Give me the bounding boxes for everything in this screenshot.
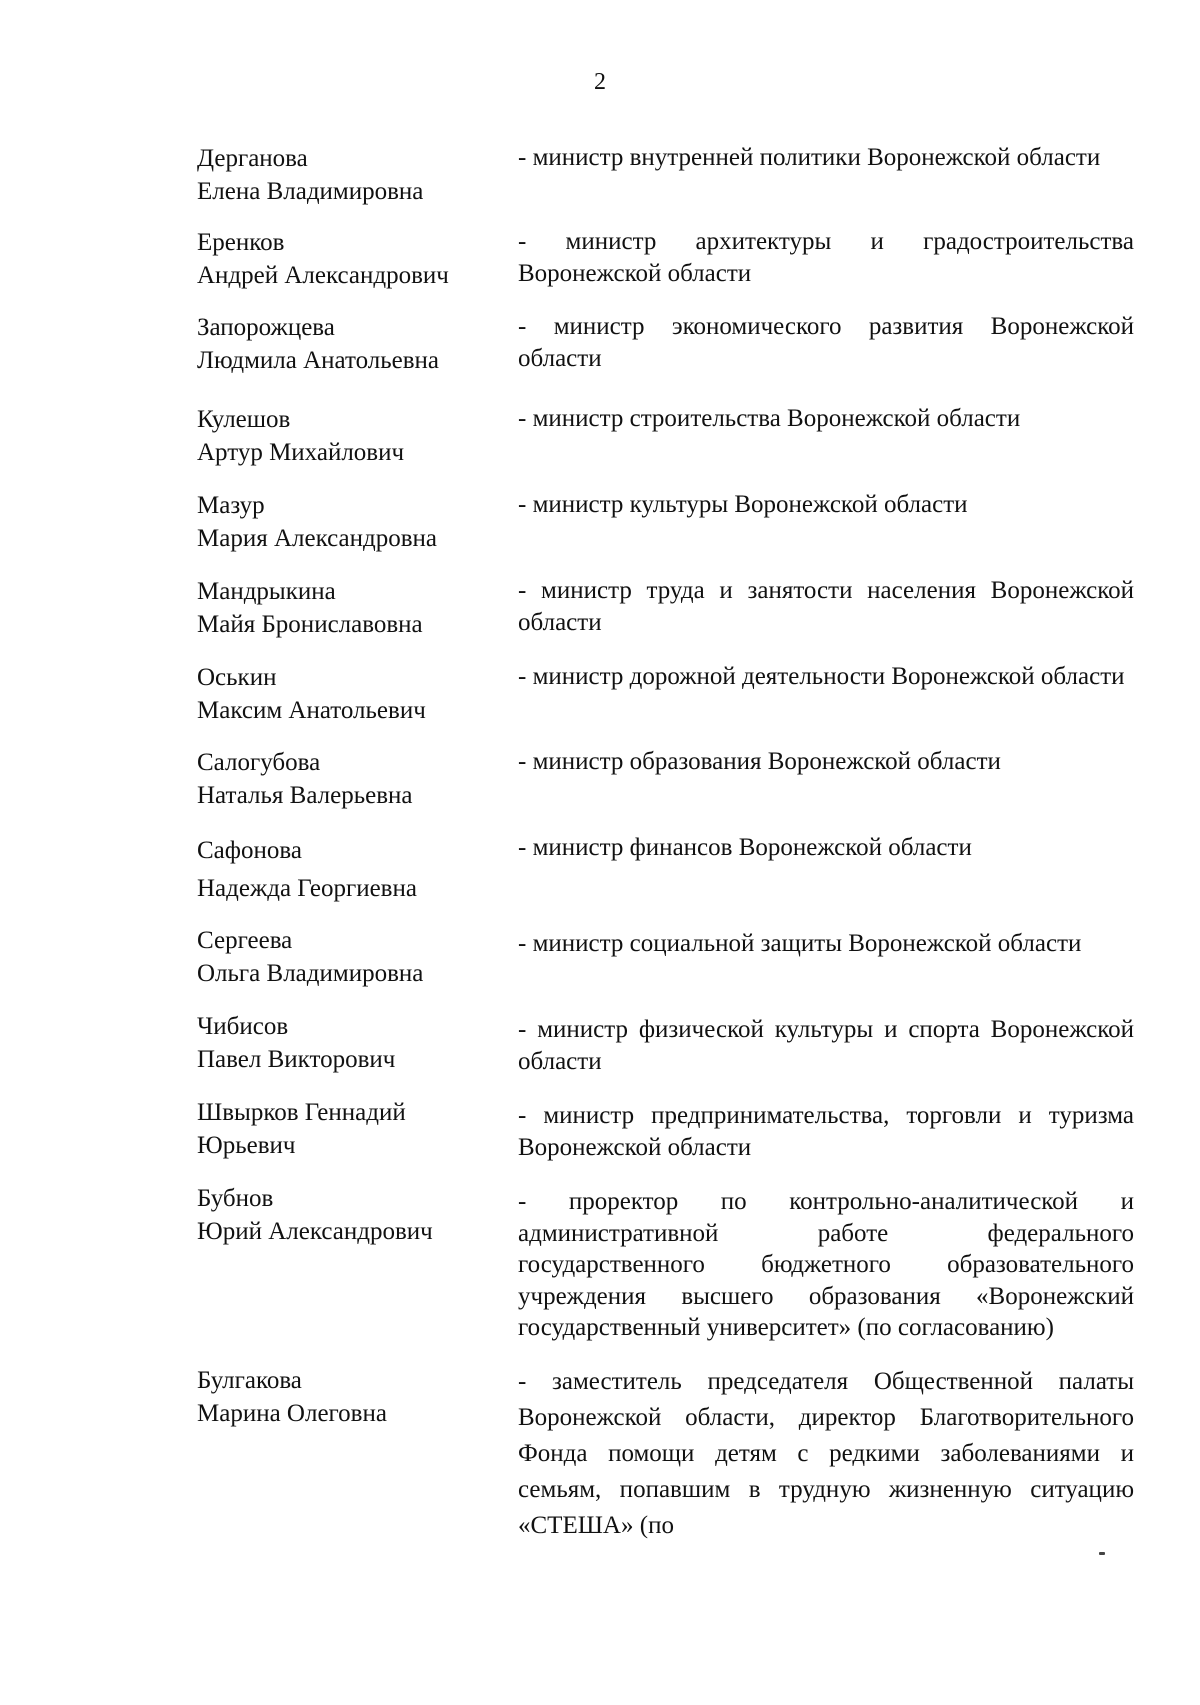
member-given-names: Юрьевич xyxy=(197,1132,296,1159)
member-surname: Салогубова xyxy=(197,749,321,776)
member-surname: Мандрыкина xyxy=(197,578,336,605)
member-name xyxy=(197,403,497,469)
member-given-names: Елена Владимировна xyxy=(197,178,424,205)
member-name xyxy=(197,226,497,292)
member-position: - министр архитектуры и градостроительства Воронежской области xyxy=(518,228,1134,287)
member-given-names: Марина Олеговна xyxy=(197,1400,387,1427)
member-surname: Булгакова xyxy=(197,1367,302,1394)
member-surname: Еренков xyxy=(197,229,285,256)
member-name xyxy=(197,489,497,555)
member-given-names: Майя Брониславовна xyxy=(197,611,423,638)
member-given-names: Павел Викторович xyxy=(197,1046,396,1073)
member-position: - министр внутренней политики Воронежской области xyxy=(518,144,1101,171)
member-given-names: Надежда Георгиевна xyxy=(197,875,417,902)
member-surname: Швырков Геннадий xyxy=(197,1099,406,1126)
member-name xyxy=(197,924,497,990)
member-name xyxy=(197,832,497,908)
member-name xyxy=(197,661,497,727)
page-edge-mark xyxy=(1099,1552,1105,1555)
member-surname: Сергеева xyxy=(197,927,293,954)
member-name xyxy=(197,1182,497,1248)
member-position: - министр предпринимательства, торговли и туризма Воронежской области xyxy=(518,1102,1134,1161)
member-name xyxy=(197,311,497,377)
page-number: 2 xyxy=(594,69,606,95)
member-name xyxy=(197,575,497,641)
member-name xyxy=(197,1364,497,1430)
member-surname: Мазур xyxy=(197,492,265,519)
member-given-names: Андрей Александрович xyxy=(197,262,449,289)
member-name xyxy=(197,746,497,812)
member-position: - министр социальной защиты Воронежской области xyxy=(518,930,1082,957)
member-position: - министр труда и занятости населения Воронежской области xyxy=(518,577,1134,636)
member-position: - министр экономического развития Воронежской области xyxy=(518,313,1134,372)
member-surname: Оськин xyxy=(197,664,277,691)
member-surname: Бубнов xyxy=(197,1185,274,1212)
member-name xyxy=(197,1010,497,1076)
member-surname: Дерганова xyxy=(197,145,308,172)
member-given-names: Ольга Владимировна xyxy=(197,960,424,987)
member-given-names: Юрий Александрович xyxy=(197,1218,433,1245)
member-surname: Сафонова xyxy=(197,837,302,864)
member-surname: Запорожцева xyxy=(197,314,335,341)
member-position: - министр культуры Воронежской области xyxy=(518,491,968,518)
member-given-names: Людмила Анатольевна xyxy=(197,347,440,374)
member-surname: Чибисов xyxy=(197,1013,289,1040)
member-given-names: Максим Анатольевич xyxy=(197,697,426,724)
member-position: - министр финансов Воронежской области xyxy=(518,834,972,861)
member-position: - министр дорожной деятельности Воронежской области xyxy=(518,663,1125,690)
member-name xyxy=(197,1096,497,1162)
member-position: - министр строительства Воронежской области xyxy=(518,405,1021,432)
member-given-names: Артур Михайлович xyxy=(197,439,405,466)
member-surname: Кулешов xyxy=(197,406,291,433)
member-position: - министр физической культуры и спорта Воронежской области xyxy=(518,1016,1134,1075)
member-position: - заместитель председателя Общественной палаты Воронежской области, директор Благотворительного Фонда помощи детям с редкими заболеваниями и семьям, попавшим в трудную жизненную ситуацию «СТЕША» (по xyxy=(518,1368,1134,1539)
member-position: - министр образования Воронежской области xyxy=(518,748,1001,775)
member-position: - проректор по контрольно-аналитической и административной работе федерального государственного бюджетного образовательного учреждения высшего образования «Воронежский государственный университет» (по согласованию) xyxy=(518,1188,1134,1341)
member-given-names: Мария Александровна xyxy=(197,525,437,552)
member-name xyxy=(197,142,497,208)
member-given-names: Наталья Валерьевна xyxy=(197,782,413,809)
